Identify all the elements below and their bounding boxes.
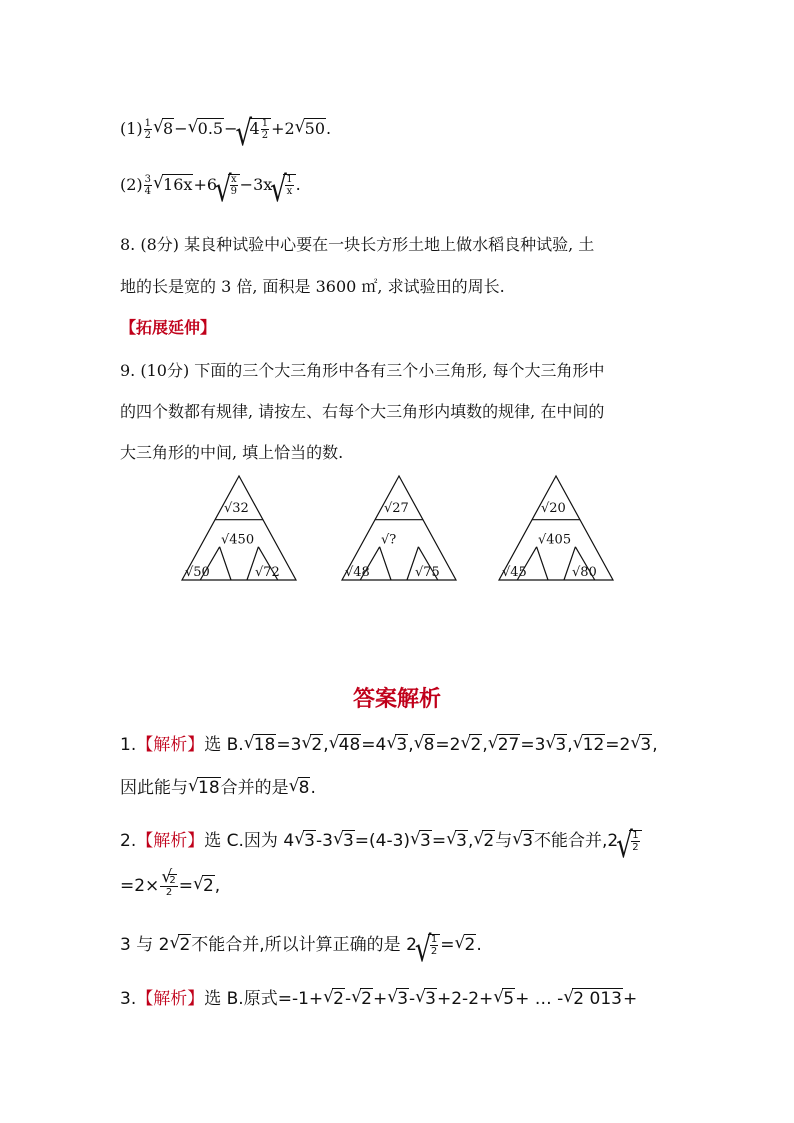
radical: √ 8 (153, 119, 174, 138)
center-value-text: √450 (221, 532, 255, 548)
left-value-text: √50 (185, 565, 210, 580)
answer-3: 3.【解析】选 B.原式=-1+√ 2-√ 2+√ 3-√ 3+2-2+√ 5+ … -√ 2 013+ (120, 984, 637, 1009)
right-value (255, 565, 280, 580)
answer-text: 选 C.因为 (204, 831, 284, 851)
problem-9-line-3: 大三角形的中间, 填上恰当的数. (120, 443, 344, 462)
radical: √ 4 $\frac{1}{2}$ (238, 118, 272, 141)
left-value-text: √48 (345, 565, 370, 580)
top-value-text: √32 (224, 501, 249, 516)
radical: √ 16x (153, 175, 193, 194)
answer-text: 因此能与 (120, 778, 188, 798)
part-label: (1) (120, 119, 143, 138)
center-value-text: √? (381, 532, 397, 548)
problem-7-part-1: (1) $\frac{1}{2}$ √ 8−√ 0.5−√ 4 $\frac{1}{2}$ +2√ 50. (120, 118, 331, 141)
problem-8-line-2: 地的长是宽的 3 倍, 面积是 3600 ㎡, 求试验田的周长. (120, 277, 505, 296)
problem-9-line-2: 的四个数都有规律, 请按左、右每个大三角形内填数的规律, 在中间的 (120, 402, 605, 421)
answer-2-line-2: =2× √ $\frac{2}{2}$ =√ 2, (120, 874, 220, 898)
center-value (538, 533, 571, 548)
left-small-edge (380, 547, 391, 580)
answer-number: 2. (120, 831, 137, 851)
center-value (381, 533, 396, 548)
center-value-text: √405 (538, 532, 572, 548)
part-label: (2) (120, 175, 143, 194)
right-value-text: √80 (571, 565, 597, 580)
answer-number: 1. (120, 735, 137, 755)
right-value (415, 565, 440, 580)
problem-8-line-1: 8. (8分) 某良种试验中心要在一块长方形土地上做水稻良种试验, 土 (120, 235, 595, 254)
fraction: $\frac{1}{2}$ (144, 118, 152, 141)
answer-text: 选 B.原式=-1+ (204, 989, 324, 1009)
answer-1: 1.【解析】选 B.√ 18=3√ 2,√ 48=4√ 3,√ 8=2√ 2,√ 27=3√ 3,√ 12=2√ 3, (120, 730, 658, 755)
top-value (384, 501, 409, 516)
analysis-tag: 【解析】 (136, 735, 205, 755)
left-small-edge (537, 547, 548, 580)
problem-7-part-2: (2) $\frac{3}{4}$ √ 16x+6 √ $\frac{x}{9}$ −3x √ $\frac{1}{x}$ . (120, 174, 301, 197)
radical: √ $\frac{1}{x}$ (272, 174, 295, 197)
radical: √ 0.5 (188, 119, 224, 138)
fraction: $\frac{3}{4}$ (144, 174, 152, 197)
answer-2-line-3: 3 与 2√ 2不能合并,所以计算正确的是 2 √ $\frac{1}{2}$ =√ 2. (120, 930, 482, 957)
answers-title: 答案解析 (352, 687, 441, 712)
left-small-edge (220, 547, 231, 580)
section-heading: 【拓展延伸】 (120, 318, 217, 337)
answer-text: 选 B. (204, 735, 244, 755)
right-value-text: √72 (254, 565, 280, 580)
top-value-text: √27 (384, 501, 409, 516)
answer-1-line-2: 因此能与√ 18合并的是√ 8. (120, 773, 316, 798)
top-value (224, 501, 249, 516)
top-value (541, 501, 566, 516)
problem-9-line-1: 9. (10分) 下面的三个大三角形中各有三个小三角形, 每个大三角形中 (120, 361, 605, 380)
answer-text: 合并的是 (220, 778, 289, 798)
radical: √ 50 (295, 119, 326, 138)
top-value-text: √20 (541, 501, 566, 516)
answer-2: 2.【解析】选 C.因为 4√ 3-3√ 3=(4-3)√ 3=√ 3,√ 2与√ 3不能合并,2 √ $\frac{1}{2}$ (120, 826, 642, 853)
answer-number: 3. (120, 989, 137, 1009)
radical: √ $\frac{x}{9}$ (217, 174, 240, 197)
triangle-figures (0, 470, 794, 600)
left-value-text: √45 (502, 565, 527, 580)
center-value (221, 533, 254, 548)
right-value (572, 565, 597, 580)
left-value (185, 565, 210, 580)
right-value-text: √75 (414, 565, 440, 580)
left-value (502, 565, 527, 580)
analysis-tag: 【解析】 (136, 989, 205, 1009)
analysis-tag: 【解析】 (136, 831, 205, 851)
left-value (345, 565, 370, 580)
